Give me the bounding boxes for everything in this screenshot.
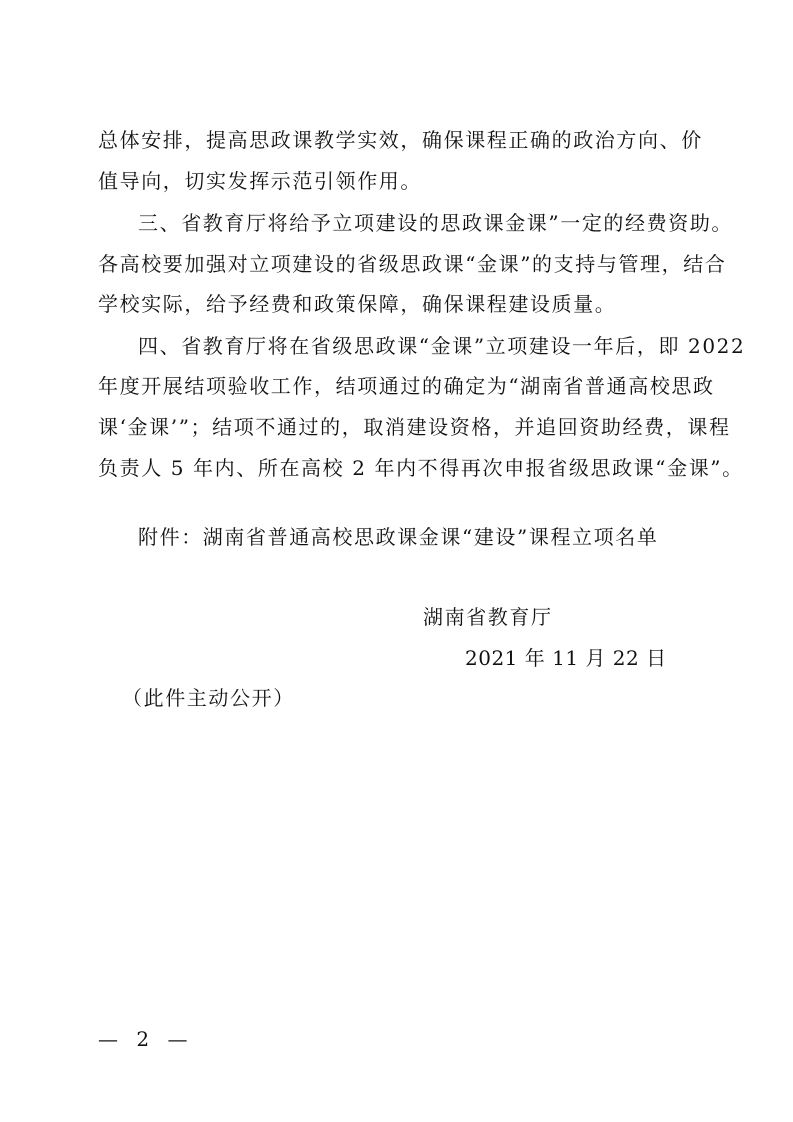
paragraph-3-line-4: 负责人 5 年内、所在高校 2 年内不得再次申报省级思政课“金课”。 — [98, 456, 744, 480]
issuer-name: 湖南省教育厅 — [423, 605, 553, 629]
issue-date: 2021 年 11 月 22 日 — [465, 646, 667, 670]
page-number: — 2 — — [98, 1027, 194, 1051]
paragraph-1-line-1: 总体安排，提高思政课教学实效，确保课程正确的政治方向、价 — [98, 128, 703, 152]
paragraph-3-line-3: 课‘金课’”；结项不通过的，取消建设资格，并追回资助经费，课程 — [98, 415, 731, 439]
paragraph-2-line-2: 各高校要加强对立项建设的省级思政课“金课”的支持与管理，结合 — [98, 252, 727, 276]
paragraph-3-line-1: 四、省教育厅将在省级思政课“金课”立项建设一年后，即 2022 — [138, 334, 746, 358]
paragraph-3-line-2: 年度开展结项验收工作，结项通过的确定为“湖南省普通高校思政 — [98, 374, 715, 398]
disclosure-note: （此件主动公开） — [122, 686, 295, 710]
attachment-line: 附件：湖南省普通高校思政课金课“建设”课程立项名单 — [138, 525, 659, 549]
paragraph-2-line-1: 三、省教育厅将给予立项建设的思政课金课”一定的经费资助。 — [138, 211, 734, 235]
paragraph-1-line-2: 值导向，切实发挥示范引领作用。 — [98, 169, 422, 193]
paragraph-2-line-3: 学校实际，给予经费和政策保障，确保课程建设质量。 — [98, 292, 617, 316]
